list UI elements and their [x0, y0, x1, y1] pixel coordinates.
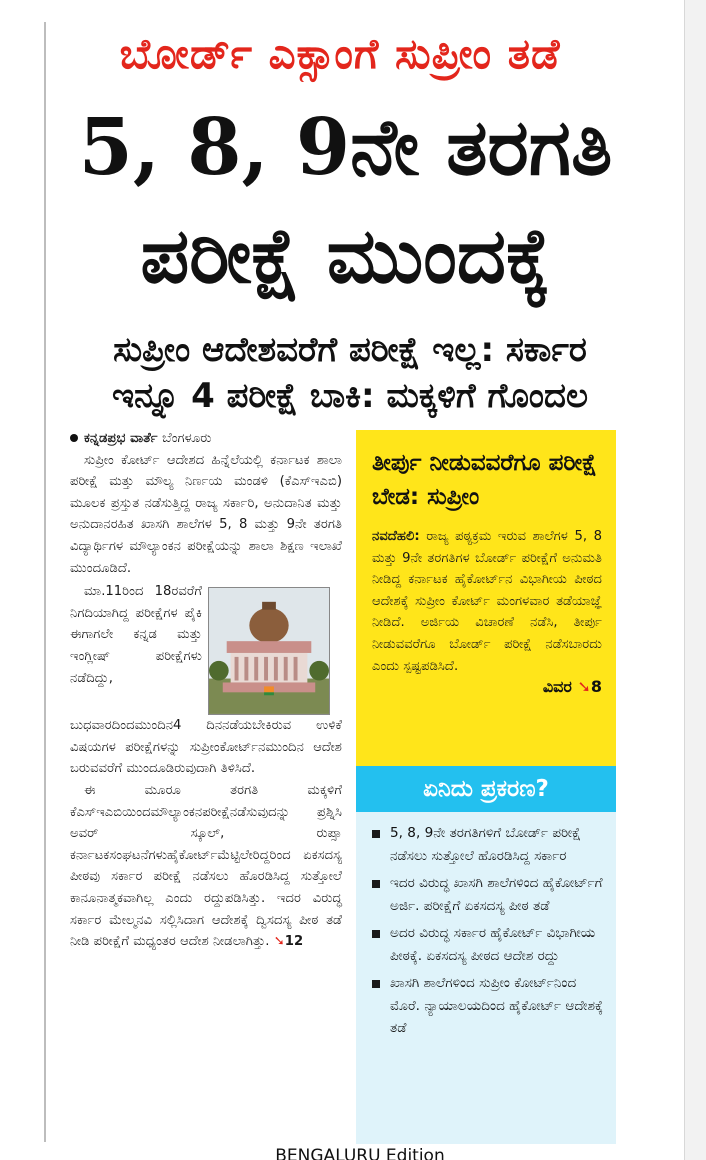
continued-page-number: 12: [284, 934, 304, 950]
list-item: [372, 872, 608, 917]
subheadline-line-2: ಇನ್ನೂ 4 ಪರೀಕ್ಷೆ ಬಾಕಿ: ಮಕ್ಕಳಿಗೆ ಗೊಂದಲ: [112, 376, 588, 416]
byline: [70, 428, 342, 450]
column-rule: [44, 22, 46, 1142]
main-article: [70, 428, 342, 953]
sidebar-text: ರಾಜ್ಯ ಪಠ್ಯಕ್ರಮ ಇರುವ ಶಾಲೆಗಳ 5, 8 ಮತ್ತು 9ನೇ ತರಗತಿಗಳ ಬೋರ್ಡ್ ಪರೀಕ್ಷೆಗೆ ಅನುಮತಿ ನೀಡಿದ್ದ ಕರ್ನಾಟಕ ಹೈಕೋರ್ಟ್‌ನ ವಿಭಾಗೀಯ ಪೀಠದ ಆದೇಶಕ್ಕೆ ಸುಪ್ರೀಂ ಕೋರ್ಟ್ ಮಂಗಳವಾರ ತಡೆಯಾಜ್ಞೆ ನೀಡಿದೆ. ಅರ್ಜಿಯ ವಿಚಾರಣೆ ನಡೆಸಿ, ತೀರ್ಪು ನೀಡುವವರೆಗೂ ಬೋರ್ಡ್ ಪರೀಕ್ಷೆ ನಡೆಸಬಾರದು ಎಂದು ಸ್ಪಷ್ಟಪಡಿಸಿದೆ.: [372, 529, 602, 674]
article-paragraph-3: [70, 780, 342, 953]
byline-city: ಬೆಂಗಳೂರು: [162, 431, 212, 446]
case-summary-box: [356, 766, 616, 1144]
square-bullet-icon: [372, 880, 380, 888]
article-paragraph-2-wrap: ಮಾ.11ರಿಂದ 18ರವರೆಗೆ ನಿಗದಿಯಾಗಿದ್ದ ಪರೀಕ್ಷೆಗಳ ಪೈಕಿ ಈಗಾಗಲೇ ಕನ್ನಡ ಮತ್ತು ಇಂಗ್ಲೀಷ್ ಪರೀಕ್ಷೆಗಳು ನಡೆದಿದ್ದು,: [70, 584, 202, 686]
square-bullet-icon: [372, 980, 380, 988]
square-bullet-icon: [372, 830, 380, 838]
article-paragraph-1: ಸುಪ್ರೀಂ ಕೋರ್ಟ್ ಆದೇಶದ ಹಿನ್ನೆಲೆಯಲ್ಲಿ ಕರ್ನಾಟಕ ಶಾಲಾ ಪರೀಕ್ಷೆ ಮತ್ತು ಮೌಲ್ಯ ನಿರ್ಣಯ ಮಂಡಳಿ (ಕೆಎಸ್ಇಎಬಿ) ಮೂಲಕ ಪ್ರಸ್ತುತ ನಡೆಸುತ್ತಿದ್ದ ರಾಜ್ಯ ಸರ್ಕಾರಿ, ಅನುದಾನಿತ ಮತ್ತು ಅನುದಾನರಹಿತ ಖಾಸಗಿ ಶಾಲೆಗಳ 5, 8 ಮತ್ತು 9ನೇ ತರಗತಿ ವಿದ್ಯಾರ್ಥಿಗಳ ಮೌಲ್ಯಾಂಕನ ಪರೀಕ್ಷೆಯನ್ನು ಶಾಲಾ ಶಿಕ್ಷಣ ಇಲಾಖೆ ಮುಂದೂಡಿದೆ.: [70, 452, 342, 576]
sidebar-body: [372, 526, 602, 677]
supreme-court-photo: [208, 587, 330, 715]
list-item: [372, 822, 608, 867]
main-headline-line-2: ಪರೀಕ್ಷೆ ಮುಂದಕ್ಕೆ: [140, 211, 551, 300]
sidebar-more-arrow-icon: ➘: [577, 677, 591, 697]
case-summary-list: [356, 812, 616, 1040]
list-item-text: ಖಾಸಗಿ ಶಾಲೆಗಳಿಂದ ಸುಪ್ರೀಂ ಕೋರ್ಟ್‌ನಿಂದ ಮೊರೆ. ನ್ಯಾಯಾಲಯದಿಂದ ಹೈಕೋರ್ಟ್ ಆದೇಶಕ್ಕೆ ತಡೆ: [390, 975, 603, 1036]
article-paragraph-2-rest: ಬುಧವಾರದಿಂದಮುಂದಿನ4 ದಿನನಡೆಯಬೇಕಿರುವ ಉಳಿಕೆ ವಿಷಯಗಳ ಪರೀಕ್ಷೆಗಳನ್ನು ಸುಪ್ರೀಂಕೋರ್ಟ್‌ನಮುಂದಿನ ಆದೇಶ ಬರುವವರೆಗೆ ಮುಂದೂಡಿರುವುದಾಗಿ ತಿಳಿಸಿದೆ.: [70, 718, 342, 777]
article-paragraph-3-text: ಈ ಮೂರೂ ತರಗತಿ ಮಕ್ಕಳಿಗೆ ಕೆಎಸ್ಇಎಬಿಯಿಂದಮೌಲ್ಯಾಂಕನಪರೀಕ್ಷೆನಡೆಸುವುದನ್ನು ಪ್ರಶ್ನಿಸಿ ಅವರ್ ಸ್ಕೂಲ್, ರುಪ್ಸಾ ಕರ್ನಾಟಕಸಂಘಟನೆಗಳುಹೈಕೋರ್ಟ್‌ಮೆಟ್ಟಿಲೇರಿದ್ದರಿಂದ ಏಕಸದಸ್ಯ ಪೀಠವು ಸರ್ಕಾರ ಪರೀಕ್ಷೆ ನಡೆಸಲು ಹೊರಡಿಸಿದ್ದ ಸುತ್ತೋಲೆ ಕಾನೂನಾತ್ಮಕವಾಗಿಲ್ಲ ಎಂದು ರದ್ದುಪಡಿಸಿತ್ತು. ಇದರ ವಿರುದ್ಧ ಸರ್ಕಾರ ಮೇಲ್ಮನವಿ ಸಲ್ಲಿಸಿದಾಗ ಆದೇಶಕ್ಕೆ ದ್ವಿಸದಸ್ಯ ಪೀಠ ತಡೆ ನೀಡಿ ಪರೀಕ್ಷೆಗೆ ಮಧ್ಯಂತರ ಆದೇಶ ನೀಡಲಾಗಿತ್ತು.: [70, 782, 342, 950]
square-bullet-icon: [372, 930, 380, 938]
continued-arrow-icon: ➘: [273, 934, 285, 950]
page-margin-right: [684, 0, 706, 1160]
article-wrap-block: [70, 581, 342, 715]
list-item: [372, 922, 608, 967]
sidebar-dateline: ನವದೆಹಲಿ:: [372, 529, 420, 544]
main-headline-line-1: 5, 8, 9ನೇ ತರಗತಿ: [78, 102, 613, 193]
byline-bullet-icon: [70, 434, 78, 442]
sidebar-title: ತೀರ್ಪು ನೀಡುವವರೆಗೂ ಪರೀಕ್ಷೆ ಬೇಡ: ಸುಪ್ರೀಂ: [372, 450, 597, 510]
list-item: [372, 972, 608, 1040]
supreme-court-sidebar: [356, 430, 616, 766]
continued-on-page-link[interactable]: [274, 934, 303, 949]
case-summary-title: ಏನಿದು ಪ್ರಕರಣ?: [356, 766, 616, 812]
list-item-text: ಇದರ ವಿರುದ್ಧ ಖಾಸಗಿ ಶಾಲೆಗಳಿಂದ ಹೈಕೋರ್ಟ್‌ಗೆ ಅರ್ಜಿ. ಪರೀಕ್ಷೆಗೆ ಏಕಸದಸ್ಯ ಪೀಠ ತಡೆ: [390, 875, 603, 914]
page-margin-left: [0, 0, 44, 1160]
list-item-text: ಅದರ ವಿರುದ್ಧ ಸರ್ಕಾರ ಹೈಕೋರ್ಟ್ ವಿಭಾಗೀಯ ಪೀಠಕ್ಕೆ. ಏಕಸದಸ್ಯ ಪೀಠದ ಆದೇಶ ರದ್ದು: [390, 925, 596, 964]
kicker-headline: ಬೋರ್ಡ್ ಎಕ್ಸಾಂಗೆ ಸುಪ್ರೀಂ ತಡೆ: [119, 29, 561, 78]
sidebar-more-page: 8: [590, 677, 602, 697]
byline-source: ಕನ್ನಡಪ್ರಭ ವಾರ್ತೆ: [84, 431, 158, 446]
sidebar-more-label: ವಿವರ: [542, 677, 572, 697]
subheadline-line-1: ಸುಪ್ರೀಂ ಆದೇಶವರೆಗೆ ಪರೀಕ್ಷೆ ಇಲ್ಲ: ಸರ್ಕಾರ: [113, 330, 587, 370]
list-item-text: 5, 8, 9ನೇ ತರಗತಿಗಳಿಗೆ ಬೋರ್ಡ್ ಪರೀಕ್ಷೆ ನಡೆಸಲು ಸುತ್ತೋಲೆ ಹೊರಡಿಸಿದ್ದ ಸರ್ಕಾರ: [390, 825, 581, 864]
sidebar-more-link[interactable]: [372, 677, 602, 697]
edition-label: BENGALURU Edition: [275, 1146, 445, 1160]
